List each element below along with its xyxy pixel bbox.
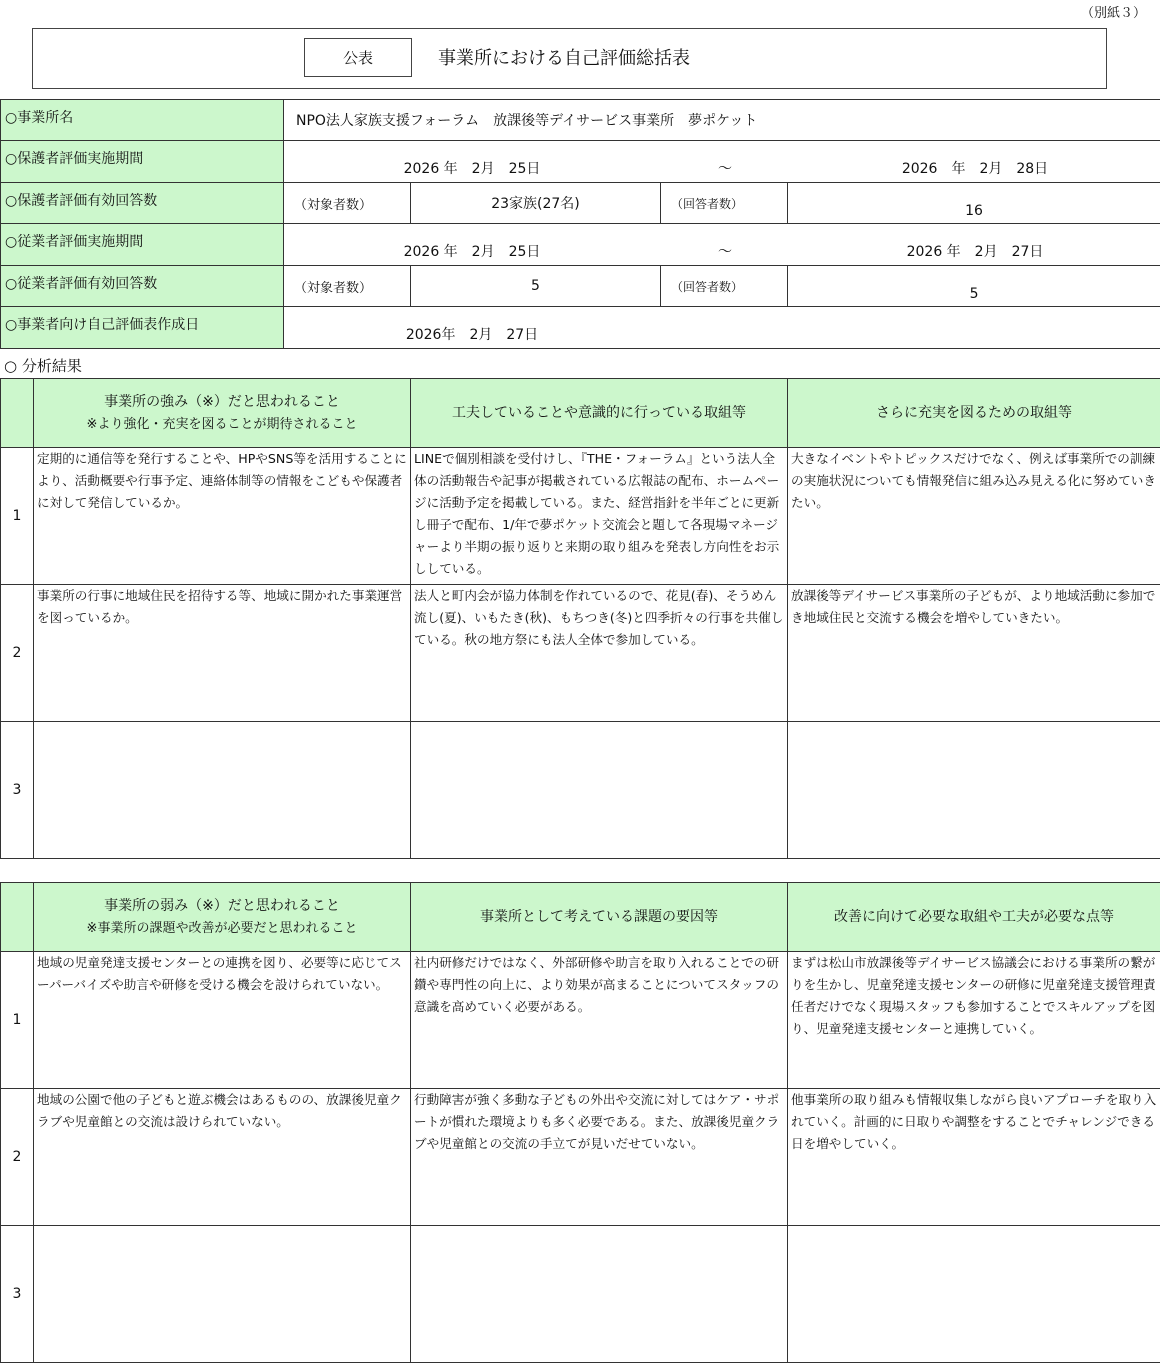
weakness-cell <box>34 1226 411 1363</box>
office-name-label: ○事業所名 <box>1 100 284 141</box>
weaknesses-header-col1 <box>34 883 411 952</box>
staff-target-value: 5 <box>411 266 661 307</box>
strengths-header-col3: さらに充実を図るための取組等 <box>788 379 1160 448</box>
row-number: 1 <box>1 952 34 1089</box>
table-row <box>1 952 1160 1089</box>
enhancement-cell <box>788 722 1160 859</box>
staff-answers-label: （回答者数） <box>661 266 788 307</box>
effort-cell: 法人と町内会が協力体制を作れているので、花見(春)、そうめん流し(夏)、いもたき(秋)、もちつき(冬)と四季折々の行事を共催している。秋の地方祭にも法人全体で参加している。 <box>411 585 788 722</box>
info-row-office <box>1 100 1160 141</box>
strengths-header-col2: 工夫していることや意識的に行っている取組等 <box>411 379 788 448</box>
row-number: 1 <box>1 448 34 585</box>
info-row-created <box>1 307 1160 349</box>
guardian-period-start: 2026 年 2月 25日 <box>284 158 660 178</box>
strength-cell: 事業所の行事に地域住民を招待する等、地域に開かれた事業運営を図っているか。 <box>34 585 411 722</box>
weaknesses-col1-title: 事業所の弱み（※）だと思われること <box>34 895 410 917</box>
row-number: 3 <box>1 1226 34 1363</box>
weaknesses-header-col3: 改善に向けて必要な取組や工夫が必要な点等 <box>788 883 1160 952</box>
staff-period-end: 2026 年 2月 27日 <box>790 241 1160 261</box>
strengths-col1-note: ※より強化・充実を図ることが期待されること <box>87 417 358 432</box>
info-row-guardian-valid <box>1 183 1160 224</box>
effort-cell: LINEで個別相談を受付けし、『THE・フォーラム』という法人全体の活動報告や記事が掲載されている広報誌の配布、ホームページに活動予定を掲載している。また、経営指針を半年ごとに更新し冊子で配布、1/年で夢ポケット交流会と題して各現場マネージャーより半期の振り返りと来期の取り組みを発表し方向性をお示ししている。 <box>411 448 788 585</box>
staff-period-label: ○従業者評価実施期間 <box>1 224 284 266</box>
strengths-header-num <box>1 379 34 448</box>
staff-answers-value: 5 <box>788 266 1160 307</box>
strength-cell: 定期的に通信等を発行することや、HPやSNS等を活用することにより、活動概要や行事予定、連絡体制等の情報をこどもや保護者に対して発信しているか。 <box>34 448 411 585</box>
guardian-period-tilde: ～ <box>660 158 790 178</box>
row-number: 2 <box>1 585 34 722</box>
created-date: 2026年 2月 27日 <box>284 324 660 344</box>
weaknesses-table <box>0 882 1160 1363</box>
guardian-period-cell <box>284 141 1160 183</box>
improvement-cell <box>788 1226 1160 1363</box>
staff-period-cell <box>284 224 1160 266</box>
guardian-period-end: 2026 年 2月 28日 <box>790 158 1160 178</box>
guardian-answers-value: 16 <box>788 183 1160 224</box>
staff-valid-label: ○従業者評価有効回答数 <box>1 266 284 307</box>
guardian-target-label: （対象者数） <box>284 183 411 224</box>
weaknesses-header-col2: 事業所として考えている課題の要因等 <box>411 883 788 952</box>
row-number: 2 <box>1 1089 34 1226</box>
staff-period-start: 2026 年 2月 25日 <box>284 241 660 261</box>
staff-period-tilde: ～ <box>660 241 790 261</box>
created-cell <box>284 307 1160 349</box>
strengths-header-row <box>1 379 1160 448</box>
effort-cell <box>411 722 788 859</box>
strengths-col1-title: 事業所の強み（※）だと思われること <box>34 391 410 413</box>
info-row-guardian-period <box>1 141 1160 183</box>
table-row <box>1 585 1160 722</box>
annex-label: （別紙３） <box>1081 2 1146 21</box>
cause-cell <box>411 1226 788 1363</box>
improvement-cell: まずは松山市放課後等デイサービス協議会における事業所の繋がりを生かし、児童発達支援センターの研修に児童発達支援管理責任者だけでなく現場スタッフも参加することでスキルアップを図り、児童発達支援センターと連携していく。 <box>788 952 1160 1089</box>
weakness-cell: 地域の公園で他の子どもと遊ぶ機会はあるものの、放課後児童クラブや児童館との交流は設けられていない。 <box>34 1089 411 1226</box>
table-row <box>1 448 1160 585</box>
staff-target-label: （対象者数） <box>284 266 411 307</box>
weaknesses-header-num <box>1 883 34 952</box>
guardian-target-value: 23家族(27名) <box>411 183 661 224</box>
analysis-heading: ○ 分析結果 <box>4 355 82 376</box>
created-label: ○事業者向け自己評価表作成日 <box>1 307 284 349</box>
cause-cell: 行動障害が強く多動な子どもの外出や交流に対してはケア・サポートが慣れた環境よりも多く必要である。また、放課後児童クラブや児童館との交流の手立てが見いだせていない。 <box>411 1089 788 1226</box>
enhancement-cell: 大きなイベントやトピックスだけでなく、例えば事業所での訓練の実施状況についても情報発信に組み込み見える化に努めていきたい。 <box>788 448 1160 585</box>
table-row <box>1 1089 1160 1226</box>
weakness-cell: 地域の児童発達支援センターとの連携を図り、必要等に応じてスーパーバイズや助言や研修を受ける機会を設けられていない。 <box>34 952 411 1089</box>
guardian-answers-label: （回答者数） <box>661 183 788 224</box>
page-title: 事業所における自己評価総括表 <box>438 44 690 70</box>
strengths-table <box>0 378 1160 859</box>
improvement-cell: 他事業所の取り組みも情報収集しながら良いアプローチを取り入れていく。計画的に日取りや調整をすることでチャレンジできる日を増やしていく。 <box>788 1089 1160 1226</box>
row-number: 3 <box>1 722 34 859</box>
info-table <box>0 99 1160 349</box>
weaknesses-col1-note: ※事業所の課題や改善が必要だと思われること <box>87 921 358 936</box>
strength-cell <box>34 722 411 859</box>
table-row <box>1 722 1160 859</box>
office-name-value: NPO法人家族支援フォーラム 放課後等デイサービス事業所 夢ポケット <box>284 100 1160 141</box>
guardian-period-label: ○保護者評価実施期間 <box>1 141 284 183</box>
strengths-header-col1 <box>34 379 411 448</box>
guardian-valid-label: ○保護者評価有効回答数 <box>1 183 284 224</box>
cause-cell: 社内研修だけではなく、外部研修や助言を取り入れることでの研鑽や専門性の向上に、より効果が高まることについてスタッフの意識を高めていく必要がある。 <box>411 952 788 1089</box>
public-badge: 公表 <box>304 38 412 77</box>
info-row-staff-period <box>1 224 1160 266</box>
table-row <box>1 1226 1160 1363</box>
info-row-staff-valid <box>1 266 1160 307</box>
enhancement-cell: 放課後等デイサービス事業所の子どもが、より地域活動に参加でき地域住民と交流する機会を増やしていきたい。 <box>788 585 1160 722</box>
weaknesses-header-row <box>1 883 1160 952</box>
